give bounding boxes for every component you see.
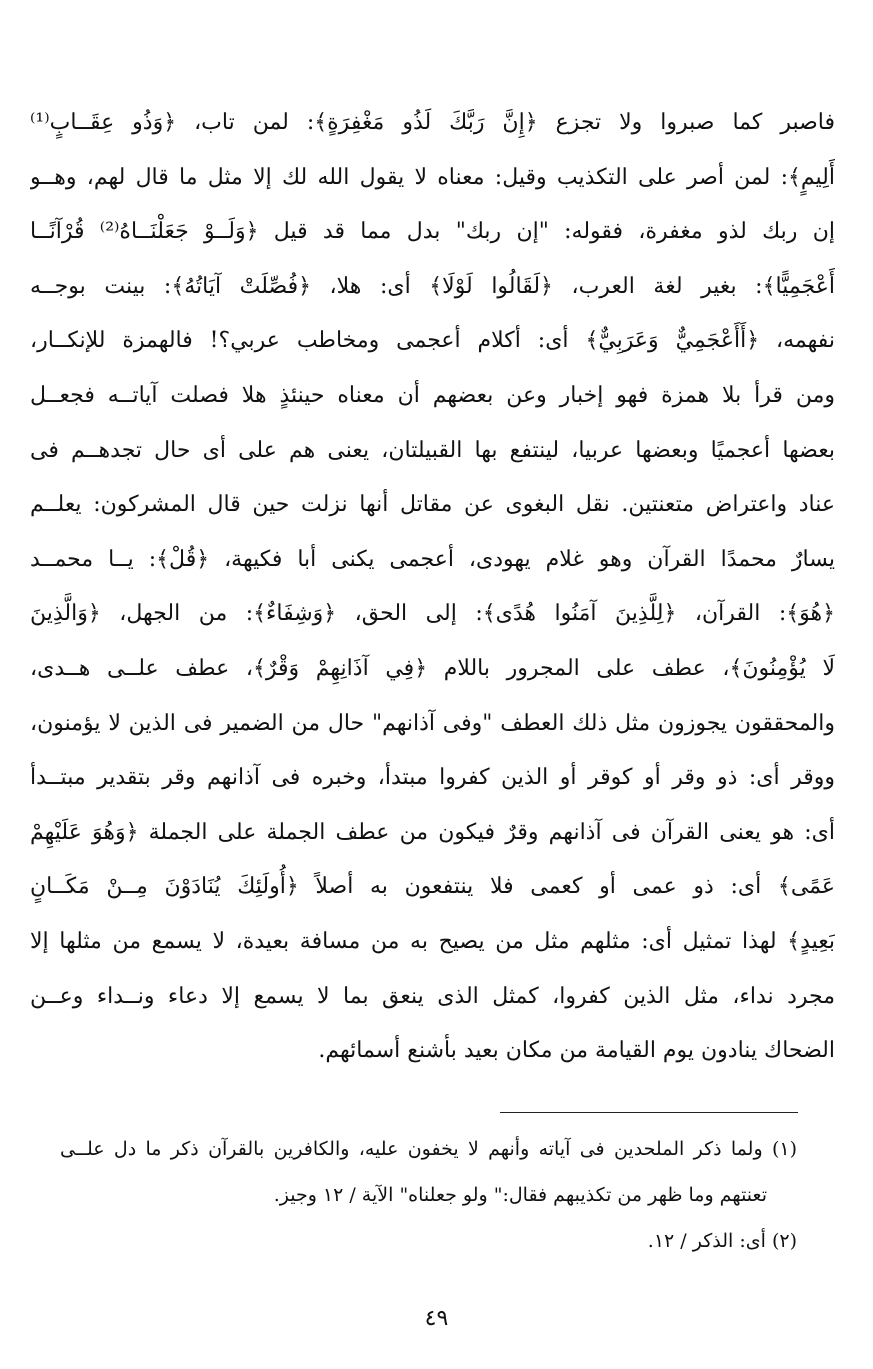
text-line: ومن قرأ بلا همزة فهو إخبار وعن بعضهم أن معناه حينئذٍ هلا فصلت آياتــه فجعــل bbox=[30, 382, 835, 408]
text-line: ووقر أى: ذو وقر أو كوقر أو الذين كفروا مبتدأ، وخبره فى آذانهم وقر بتقدير مبتــدأ bbox=[30, 765, 835, 791]
text-line: عَمًى﴾ أى: ذو عمى أو كعمى فلا ينتفعون به أصلاً ﴿أُولَئِكَ يُنَادَوْنَ مِــنْ مَكَــانٍ bbox=[30, 874, 835, 900]
footnote-2: (٢) أى: الذكر / ١٢. bbox=[647, 1230, 797, 1252]
text-line: لَا يُؤْمِنُونَ﴾، عطف على المجرور باللام ﴿فِي آذَانِهِمْ وَقْرٌ﴾، عطف علــى هــدى، bbox=[30, 655, 835, 681]
main-text-block bbox=[30, 96, 835, 1079]
text-line: عناد واعتراض متعنتين. نقل البغوى عن مقاتل أنها نزلت حين قال المشركون: يعلــم bbox=[30, 492, 835, 518]
footnotes-block bbox=[60, 1126, 797, 1264]
footnote-separator bbox=[500, 1112, 798, 1113]
text-line: بَعِيدٍ﴾ لهذا تمثيل أى: مثلهم مثل من يصيح به من مسافة بعيدة، لا يسمع من مثلها إلا bbox=[30, 928, 835, 954]
text-line: أَعْجَمِيًّا﴾: بغير لغة العرب، ﴿لَقَالُوا لَوْلَا﴾ أى: هلا، ﴿فُصِّلَتْ آيَاتُهُ﴾: بينت بوجــه bbox=[30, 273, 835, 299]
page-number: ٤٩ bbox=[424, 1306, 449, 1331]
text-line: أَلِيمٍ﴾: لمن أصر على التكذيب وقيل: معناه لا يقول الله لك إلا مثل ما قال لهم، وهــو bbox=[30, 164, 835, 190]
text-line: نفهمه، ﴿أَأَعْجَمِيٌّ وَعَرَبِيٌّ﴾ أى: أكلام أعجمى ومخاطب عربي؟! فالهمزة للإنكــار، bbox=[30, 328, 835, 354]
text-line: والمحققون يجوزون مثل ذلك العطف "وفى آذانهم" حال من الضمير فى الذين لا يؤمنون، bbox=[30, 710, 835, 736]
text-line: مجرد نداء، مثل الذين كفروا، كمثل الذى ينعق بما لا يسمع إلا دعاء ونــداء وعــن bbox=[30, 983, 835, 1009]
text-line: أى: هو يعنى القرآن فى آذانهم وقرٌ فيكون من عطف الجملة على الجملة ﴿وَهُوَ عَلَيْهِمْ bbox=[30, 819, 835, 845]
text-line: الضحاك ينادون يوم القيامة من مكان بعيد بأشنع أسمائهم. bbox=[318, 1038, 835, 1064]
text-line: ﴿هُوَ﴾: القرآن، ﴿لِلَّذِينَ آمَنُوا هُدًى﴾: إلى الحق، ﴿وَشِفَاءٌ﴾: من الجهل، ﴿وَالَّذِينَ bbox=[30, 601, 835, 627]
footnote-1-continuation: تعنتهم وما ظهر من تكذيبهم فقال:" ولو جعلناه" الآية / ١٢ وجيز. bbox=[273, 1184, 767, 1206]
text-line: يسارٌ محمدًا القرآن وهو غلام يهودى، أعجمى يكنى أبا فكيهة، ﴿قُلْ﴾: يــا محمــد bbox=[30, 546, 835, 572]
text-line: فاصبر كما صبروا ولا تجزع ﴿إِنَّ رَبَّكَ لَذُو مَغْفِرَةٍ﴾: لمن تاب، ﴿وَذُو عِقَــابٍ⁽¹⁾ bbox=[30, 110, 835, 135]
text-line: إن ربك لذو مغفرة، فقوله: "إن ربك" بدل مما قد قيل ﴿وَلَــوْ جَعَلْنَــاهُ⁽²⁾ قُرْآنًــا bbox=[30, 219, 835, 245]
text-line: بعضها أعجميًا وبعضها عربيا، لينتفع بها القبيلتان، يعنى هم على أى حال تجدهــم فى bbox=[30, 437, 835, 463]
footnote-1: (١) ولما ذكر الملحدين فى آياته وأنهم لا يخفون عليه، والكافرين بالقرآن ذكر ما دل علــى bbox=[60, 1138, 797, 1160]
